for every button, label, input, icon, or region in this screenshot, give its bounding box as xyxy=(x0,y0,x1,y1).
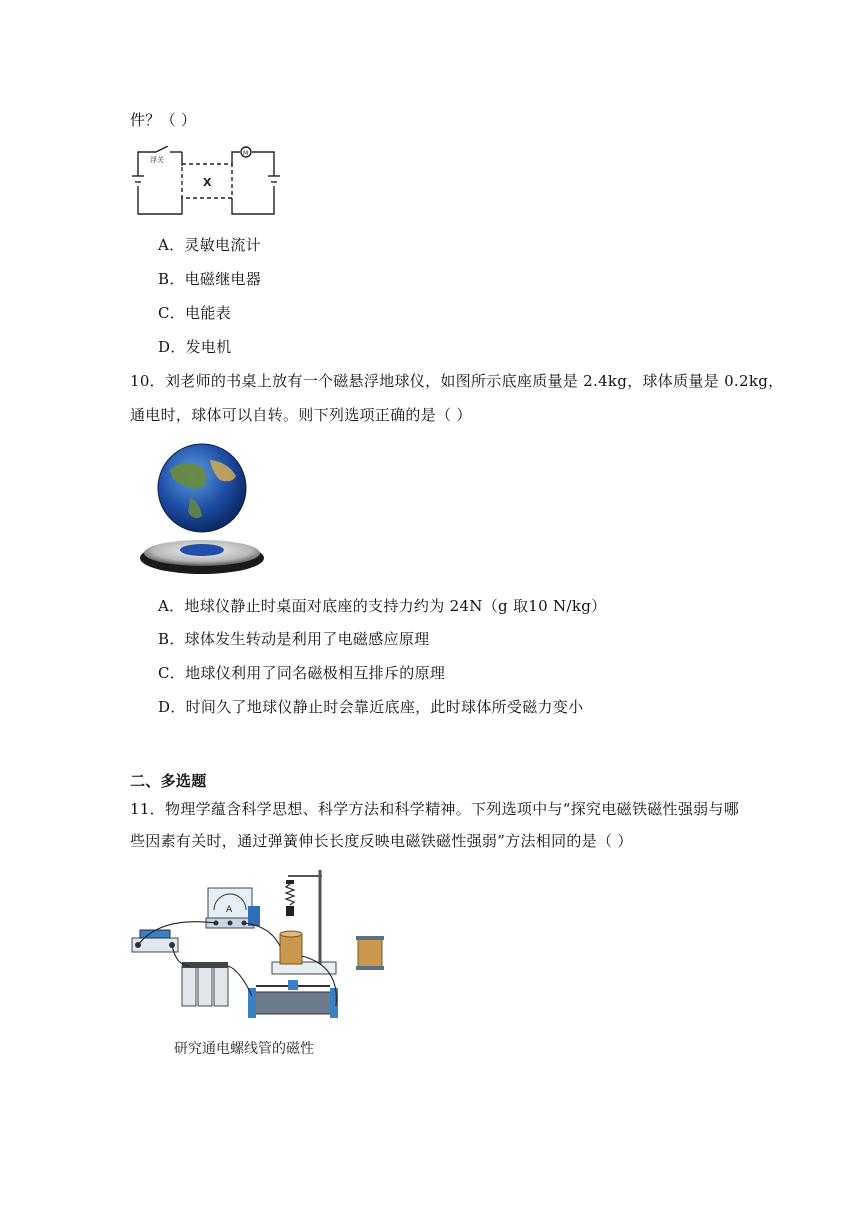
svg-text:M: M xyxy=(243,150,249,157)
q10-option-a: A．地球仪静止时桌面对底座的支持力约为 24N（g 取10 N/kg） xyxy=(158,597,607,615)
q9-stem-tail: 件？（ ） xyxy=(130,111,197,129)
q9-option-d: D．发电机 xyxy=(158,338,232,356)
q10-stem-line2: 通电时，球体可以自转。则下列选项正确的是（ ） xyxy=(130,406,472,424)
q9-circuit-diagram xyxy=(130,146,282,218)
rheostat-icon xyxy=(248,980,338,1018)
q11-stem-line2: 些因素有关时，通过弹簧伸长长度反映电磁铁磁性强弱”方法相同的是（ ） xyxy=(130,832,633,850)
knife-switch-icon xyxy=(132,930,178,952)
q9-option-a: A．灵敏电流计 xyxy=(158,236,261,254)
section-title-multiple-choice: 二、多选题 xyxy=(130,772,207,790)
iron-stand-icon xyxy=(272,870,336,974)
battery-pack-icon xyxy=(182,962,228,1006)
solenoid-experiment-image xyxy=(130,866,392,1036)
q9-option-b: B．电磁继电器 xyxy=(158,270,262,288)
q9-option-c: C．电能表 xyxy=(158,304,231,322)
ammeter-icon xyxy=(206,888,260,928)
q10-option-c: C．地球仪利用了同名磁极相互排斥的原理 xyxy=(158,664,446,682)
box-label: X xyxy=(203,176,212,189)
q10-stem-line1: 10．刘老师的书桌上放有一个磁悬浮地球仪，如图所示底座质量是 2.4kg，球体质量是 0.2kg， xyxy=(130,372,784,390)
figure-caption: 研究通电螺线管的磁性 xyxy=(174,1041,314,1057)
levitating-globe-image xyxy=(140,440,270,580)
q10-option-d: D．时间久了地球仪静止时会靠近底座，此时球体所受磁力变小 xyxy=(158,698,584,716)
switch-label: 浮关 xyxy=(150,156,164,164)
q11-stem-line1: 11．物理学蕴含科学思想、科学方法和科学精神。下列选项中与“探究电磁铁磁性强弱与哪 xyxy=(130,800,740,818)
q10-option-b: B．球体发生转动是利用了电磁感应原理 xyxy=(158,630,430,648)
ammeter-label: A xyxy=(226,905,233,915)
coil-icon xyxy=(356,936,384,970)
